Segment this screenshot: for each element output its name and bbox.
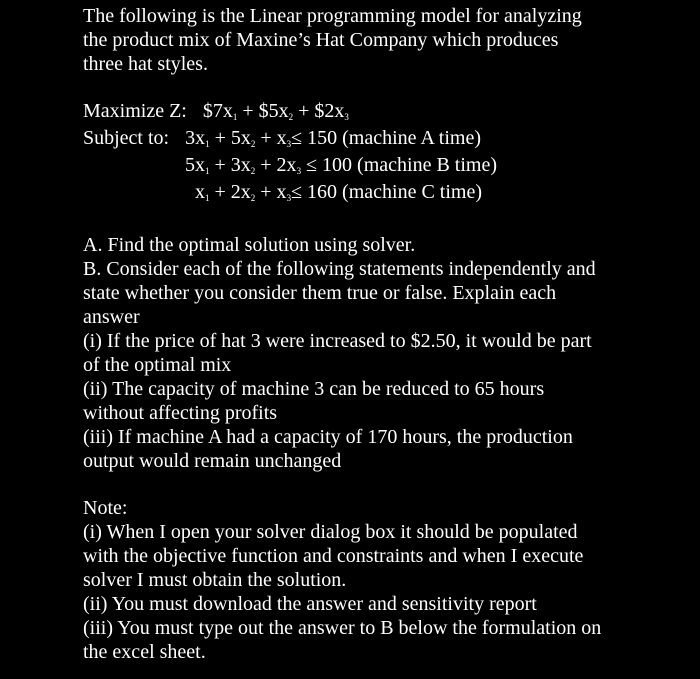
subscript: 3 (286, 139, 292, 149)
lp-model (83, 99, 497, 207)
subscript: 2 (250, 166, 256, 176)
subscript: 3 (344, 112, 349, 122)
constraint-term: + 2x (209, 181, 251, 203)
note-line: solver I must obtain the solution. (83, 569, 347, 591)
constraint-term: + 2x (255, 154, 297, 176)
question-line: A. Find the optimal solution using solver. (83, 234, 416, 256)
intro-line: the product mix of Maxine’s Hat Company which produces (83, 29, 559, 51)
subject-to-label: Subject to: (83, 127, 170, 149)
question-line: B. Consider each of the following statements independently and (83, 258, 596, 280)
constraint-term: x (195, 181, 205, 203)
constraint-rhs: ≤ 160 (machine C time) (291, 181, 482, 203)
objective-term: + $5x (237, 100, 289, 122)
constraint-term: + 3x (209, 154, 251, 176)
note-line: (iii) You must type out the answer to B below the formulation on (83, 617, 602, 639)
constraint-rhs: ≤ 150 (machine A time) (291, 127, 481, 149)
constraint-term: 3x (185, 127, 206, 149)
note-line: (i) When I open your solver dialog box it should be populated (83, 521, 578, 543)
constraint-rhs: ≤ 100 (machine B time) (301, 154, 497, 176)
objective-label: Maximize Z: (83, 100, 187, 122)
constraint-row (83, 180, 497, 207)
question-line: state whether you consider them true or false. Explain each (83, 282, 557, 304)
note-title: Note: (83, 497, 128, 519)
note-line: (ii) You must download the answer and sensitivity report (83, 593, 537, 615)
question-line: answer (83, 306, 140, 328)
subscript: 1 (205, 166, 210, 176)
subscript: 1 (205, 193, 210, 203)
subscript: 2 (250, 139, 256, 149)
constraint-term: 5x (185, 154, 205, 176)
constraint-term: + x (255, 127, 287, 149)
note-line: the excel sheet. (83, 641, 206, 663)
intro-paragraph (83, 4, 582, 76)
subscript: 2 (288, 112, 294, 122)
objective-function (83, 99, 497, 126)
subscript: 1 (205, 139, 210, 149)
question-line: (i) If the price of hat 3 were increased to $2.50, it would be part (83, 330, 592, 352)
objective-term: + $2x (293, 100, 345, 122)
constraint-row (83, 126, 497, 153)
intro-line: The following is the Linear programming model for analyzing (83, 5, 582, 27)
question-line: (iii) If machine A had a capacity of 170 hours, the production (83, 426, 573, 448)
objective-term: $7x (202, 100, 233, 122)
question-line: output would remain unchanged (83, 450, 342, 472)
question-line: of the optimal mix (83, 354, 232, 376)
questions-section (83, 233, 596, 473)
subscript: 3 (296, 166, 302, 176)
intro-line: three hat styles. (83, 53, 208, 75)
subscript: 3 (286, 193, 292, 203)
note-section (83, 496, 601, 664)
question-line: (ii) The capacity of machine 3 can be reduced to 65 hours (83, 378, 545, 400)
constraint-row (83, 153, 497, 180)
constraint-term: + 5x (209, 127, 251, 149)
constraint-term: + x (255, 181, 287, 203)
subscript: 2 (250, 193, 256, 203)
subscript: 1 (232, 112, 238, 122)
question-line: without affecting profits (83, 402, 278, 424)
note-line: with the objective function and constraints and when I execute (83, 545, 584, 567)
